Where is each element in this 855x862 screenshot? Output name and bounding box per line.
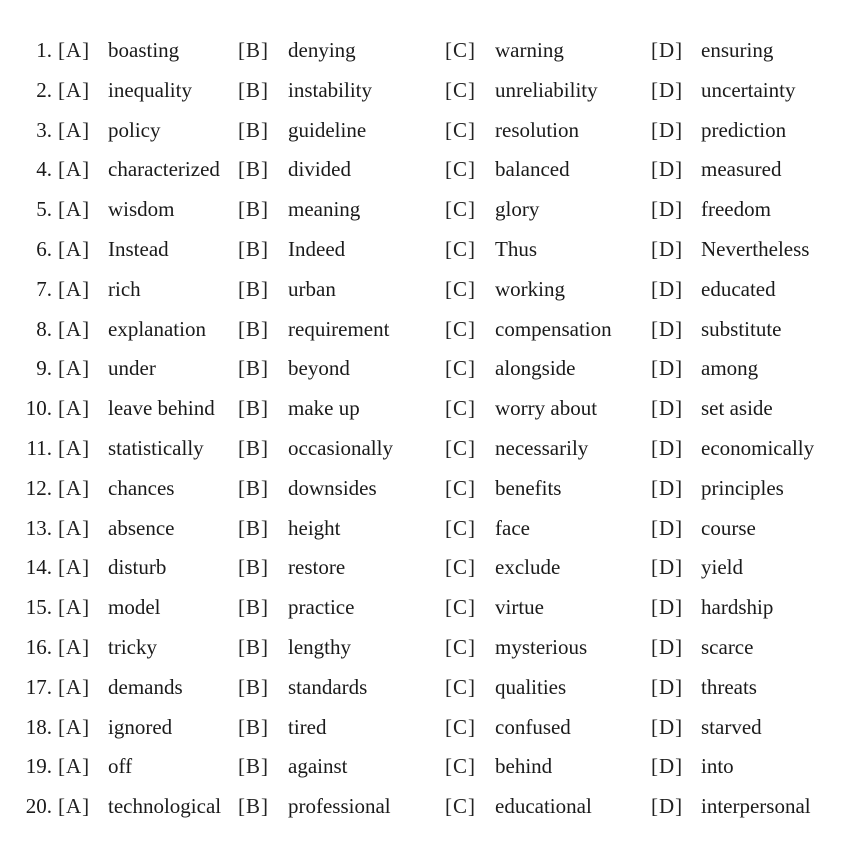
option-d: [651, 587, 773, 627]
option-a: [58, 70, 192, 110]
option-letter-b: [B]: [238, 714, 269, 739]
question-row: [0, 428, 855, 468]
option-b: [238, 149, 351, 189]
question-number: 15.: [25, 595, 52, 620]
option-letter-b: [B]: [238, 157, 269, 182]
option-a: [58, 468, 174, 508]
option-c: [445, 587, 544, 627]
option-d: [651, 428, 814, 468]
option-letter-d: [D]: [651, 38, 684, 62]
option-text: threats: [701, 674, 757, 699]
option-a: [58, 388, 215, 428]
option-b: [238, 786, 391, 826]
option-d: [651, 348, 758, 388]
option-a: [58, 786, 221, 826]
question-number: 10.: [25, 396, 52, 421]
option-c: [445, 428, 588, 468]
option-text: requirement: [288, 316, 390, 341]
option-text: course: [701, 515, 756, 540]
option-text: uncertainty: [701, 77, 796, 102]
option-letter-d: [D]: [651, 475, 684, 500]
question-number: 17.: [25, 674, 52, 699]
option-b: [238, 587, 354, 627]
option-c: [445, 229, 537, 269]
option-text: alongside: [495, 356, 576, 381]
option-c: [445, 269, 565, 309]
option-letter-a: [A]: [58, 276, 91, 301]
question-number: 7.: [36, 276, 52, 301]
option-letter-a: [A]: [58, 794, 91, 819]
option-letter-d: [D]: [651, 595, 684, 620]
question-row: [0, 348, 855, 388]
option-text: working: [495, 276, 565, 301]
option-letter-a: [A]: [58, 714, 91, 739]
question-row: [0, 627, 855, 667]
option-a: [58, 149, 220, 189]
option-c: [445, 309, 612, 349]
question-row: [0, 508, 855, 548]
option-text: lengthy: [288, 635, 351, 659]
option-text: educational: [495, 794, 592, 819]
option-text: necessarily: [495, 436, 589, 460]
question-row: [0, 110, 855, 150]
question-row: [0, 468, 855, 508]
question-number: 4.: [36, 157, 52, 182]
option-letter-c: [C]: [445, 276, 476, 301]
option-letter-b: [B]: [238, 595, 269, 620]
option-d: [651, 508, 756, 548]
option-letter-a: [A]: [58, 356, 91, 381]
option-letter-d: [D]: [651, 316, 684, 341]
option-text: boasting: [108, 38, 180, 62]
option-text: guideline: [288, 117, 367, 142]
question-row: [0, 707, 855, 747]
option-text: benefits: [495, 475, 562, 500]
question-number: 1.: [36, 38, 52, 62]
option-letter-d: [D]: [651, 515, 684, 540]
option-c: [445, 70, 598, 110]
option-b: [238, 508, 341, 548]
option-text: practice: [288, 595, 355, 620]
option-text: Thus: [495, 237, 537, 261]
question-row: [0, 667, 855, 707]
question-number: 5.: [36, 197, 52, 222]
option-letter-b: [B]: [238, 38, 269, 62]
option-text: make up: [288, 396, 360, 421]
option-text: against: [288, 754, 348, 779]
option-text: height: [288, 515, 341, 540]
option-text: face: [495, 515, 530, 540]
option-text: beyond: [288, 356, 350, 381]
option-text: policy: [108, 117, 161, 142]
option-text: exclude: [495, 555, 561, 580]
option-letter-c: [C]: [445, 635, 476, 659]
option-b: [238, 269, 336, 309]
option-letter-a: [A]: [58, 436, 91, 460]
option-a: [58, 547, 166, 587]
option-letter-d: [D]: [651, 77, 684, 102]
question-number: 18.: [25, 714, 52, 739]
option-letter-d: [D]: [651, 714, 684, 739]
option-a: [58, 348, 156, 388]
option-b: [238, 229, 345, 269]
option-c: [445, 508, 530, 548]
option-letter-c: [C]: [445, 316, 476, 341]
option-text: rich: [108, 276, 141, 301]
option-text: technological: [108, 794, 222, 819]
option-c: [445, 388, 597, 428]
option-text: demands: [108, 674, 183, 699]
option-text: under: [108, 356, 156, 381]
option-text: scarce: [701, 635, 754, 659]
option-d: [651, 229, 809, 269]
option-letter-a: [A]: [58, 38, 91, 62]
option-letter-d: [D]: [651, 555, 684, 580]
question-row: [0, 309, 855, 349]
option-letter-b: [B]: [238, 555, 269, 580]
option-c: [445, 149, 570, 189]
option-letter-c: [C]: [445, 38, 476, 62]
option-text: absence: [108, 515, 175, 540]
option-letter-d: [D]: [651, 276, 684, 301]
option-letter-c: [C]: [445, 595, 476, 620]
question-number: 12.: [25, 475, 52, 500]
option-text: virtue: [495, 595, 544, 620]
option-c: [445, 189, 539, 229]
option-letter-a: [A]: [58, 674, 91, 699]
question-number: 19.: [25, 754, 52, 779]
option-text: measured: [701, 157, 782, 182]
option-text: disturb: [108, 555, 167, 580]
option-letter-c: [C]: [445, 396, 476, 421]
option-b: [238, 547, 345, 587]
option-b: [238, 348, 350, 388]
option-text: meaning: [288, 197, 361, 222]
option-letter-b: [B]: [238, 237, 269, 261]
question-number: 20.: [25, 794, 52, 819]
option-text: off: [108, 754, 133, 779]
option-c: [445, 468, 561, 508]
option-letter-c: [C]: [445, 157, 476, 182]
question-number: 13.: [25, 515, 52, 540]
question-row: [0, 70, 855, 110]
option-letter-c: [C]: [445, 674, 476, 699]
option-letter-c: [C]: [445, 436, 476, 460]
option-a: [58, 269, 141, 309]
option-text: instability: [288, 77, 372, 102]
option-text: hardship: [701, 595, 774, 620]
option-a: [58, 587, 161, 627]
option-letter-d: [D]: [651, 794, 684, 819]
option-text: confused: [495, 714, 571, 739]
option-c: [445, 746, 552, 786]
option-text: into: [701, 754, 734, 779]
option-text: compensation: [495, 316, 612, 341]
option-letter-b: [B]: [238, 356, 269, 381]
question-number: 14.: [25, 555, 52, 580]
option-c: [445, 707, 571, 747]
option-letter-a: [A]: [58, 754, 91, 779]
option-b: [238, 627, 351, 667]
option-text: starved: [701, 714, 762, 739]
option-letter-d: [D]: [651, 197, 684, 222]
option-d: [651, 746, 734, 786]
option-letter-a: [A]: [58, 77, 91, 102]
option-a: [58, 309, 206, 349]
option-a: [58, 746, 132, 786]
option-d: [651, 388, 773, 428]
question-number: 6.: [36, 237, 52, 261]
option-letter-a: [A]: [58, 555, 91, 580]
option-letter-c: [C]: [445, 754, 476, 779]
option-text: standards: [288, 674, 368, 699]
option-a: [58, 707, 172, 747]
question-row: [0, 229, 855, 269]
question-row: [0, 786, 855, 826]
option-a: [58, 667, 183, 707]
question-row: [0, 269, 855, 309]
option-text: ignored: [108, 714, 173, 739]
option-text: model: [108, 595, 161, 620]
option-text: divided: [288, 157, 351, 182]
option-b: [238, 388, 360, 428]
question-row: [0, 587, 855, 627]
option-text: occasionally: [288, 436, 393, 460]
option-d: [651, 149, 781, 189]
option-c: [445, 547, 560, 587]
option-text: downsides: [288, 475, 377, 500]
option-text: set aside: [701, 396, 773, 421]
option-letter-d: [D]: [651, 396, 684, 421]
option-text: inequality: [108, 77, 192, 102]
option-text: wisdom: [108, 197, 175, 222]
option-letter-a: [A]: [58, 157, 91, 182]
option-text: chances: [108, 475, 175, 500]
option-d: [651, 707, 762, 747]
option-a: [58, 189, 175, 229]
option-letter-c: [C]: [445, 714, 476, 739]
option-a: [58, 428, 204, 468]
option-letter-a: [A]: [58, 237, 91, 261]
option-letter-d: [D]: [651, 436, 684, 460]
question-row: [0, 746, 855, 786]
option-d: [651, 786, 811, 826]
option-b: [238, 110, 366, 150]
option-text: Indeed: [288, 237, 346, 261]
option-d: [651, 70, 795, 110]
option-text: glory: [495, 197, 540, 222]
question-number: 9.: [36, 356, 52, 381]
option-letter-b: [B]: [238, 197, 269, 222]
option-d: [651, 189, 771, 229]
question-row: [0, 149, 855, 189]
option-letter-a: [A]: [58, 475, 91, 500]
option-letter-b: [B]: [238, 117, 269, 142]
option-c: [445, 667, 566, 707]
option-letter-c: [C]: [445, 475, 476, 500]
option-a: [58, 229, 169, 269]
option-letter-a: [A]: [58, 197, 91, 222]
option-b: [238, 189, 360, 229]
option-c: [445, 348, 575, 388]
question-number: 8.: [36, 316, 52, 341]
option-b: [238, 746, 347, 786]
option-letter-b: [B]: [238, 77, 269, 102]
option-letter-a: [A]: [58, 515, 91, 540]
option-text: restore: [288, 555, 346, 580]
option-letter-a: [A]: [58, 635, 91, 659]
option-letter-b: [B]: [238, 674, 269, 699]
option-a: [58, 110, 161, 150]
option-a: [58, 627, 157, 667]
option-letter-b: [B]: [238, 754, 269, 779]
option-text: substitute: [701, 316, 782, 341]
question-row: [0, 30, 855, 70]
question-row: [0, 189, 855, 229]
option-text: Instead: [108, 237, 169, 261]
option-letter-b: [B]: [238, 276, 269, 301]
option-b: [238, 309, 389, 349]
option-letter-c: [C]: [445, 237, 476, 261]
question-row: [0, 388, 855, 428]
option-text: prediction: [701, 117, 787, 142]
option-letter-b: [B]: [238, 794, 269, 819]
option-d: [651, 547, 743, 587]
option-c: [445, 627, 587, 667]
option-letter-b: [B]: [238, 396, 269, 421]
option-a: [58, 508, 174, 548]
option-letter-c: [C]: [445, 117, 476, 142]
option-letter-c: [C]: [445, 555, 476, 580]
question-number: 3.: [36, 117, 52, 142]
question-number: 2.: [36, 77, 52, 102]
option-text: economically: [701, 436, 815, 460]
option-text: among: [701, 356, 759, 381]
option-text: urban: [288, 276, 336, 301]
option-d: [651, 667, 757, 707]
option-text: statistically: [108, 436, 204, 460]
option-c: [445, 110, 579, 150]
option-b: [238, 707, 326, 747]
option-d: [651, 309, 782, 349]
option-c: [445, 786, 592, 826]
option-d: [651, 110, 786, 150]
option-text: unreliability: [495, 77, 598, 102]
option-letter-d: [D]: [651, 117, 684, 142]
option-letter-d: [D]: [651, 754, 684, 779]
option-text: tired: [288, 714, 327, 739]
option-text: tricky: [108, 635, 157, 659]
option-text: educated: [701, 276, 776, 301]
option-letter-b: [B]: [238, 515, 269, 540]
option-text: worry about: [495, 396, 598, 421]
option-d: [651, 627, 753, 667]
option-text: balanced: [495, 157, 570, 182]
option-letter-b: [B]: [238, 316, 269, 341]
option-letter-a: [A]: [58, 595, 91, 620]
option-b: [238, 70, 372, 110]
option-b: [238, 30, 356, 70]
option-text: mysterious: [495, 635, 588, 659]
option-text: qualities: [495, 674, 567, 699]
option-letter-d: [D]: [651, 635, 684, 659]
option-a: [58, 30, 179, 70]
option-text: leave behind: [108, 396, 215, 421]
option-text: freedom: [701, 197, 771, 222]
option-b: [238, 667, 367, 707]
option-b: [238, 468, 377, 508]
option-letter-c: [C]: [445, 77, 476, 102]
option-letter-d: [D]: [651, 157, 684, 182]
option-text: warning: [495, 38, 564, 62]
option-text: explanation: [108, 316, 206, 341]
option-letter-c: [C]: [445, 356, 476, 381]
option-letter-a: [A]: [58, 396, 91, 421]
option-d: [651, 30, 773, 70]
option-letter-c: [C]: [445, 197, 476, 222]
option-letter-a: [A]: [58, 117, 91, 142]
option-text: interpersonal: [701, 794, 811, 819]
option-d: [651, 269, 776, 309]
question-row: [0, 547, 855, 587]
question-number: 16.: [25, 635, 52, 659]
option-letter-c: [C]: [445, 515, 476, 540]
option-text: resolution: [495, 117, 579, 142]
option-text: denying: [288, 38, 356, 62]
option-letter-b: [B]: [238, 635, 269, 659]
option-letter-d: [D]: [651, 237, 684, 261]
option-letter-b: [B]: [238, 436, 269, 460]
option-b: [238, 428, 393, 468]
question-number: 11.: [26, 436, 52, 460]
option-letter-b: [B]: [238, 475, 269, 500]
option-d: [651, 468, 784, 508]
option-letter-d: [D]: [651, 674, 684, 699]
option-text: professional: [288, 794, 391, 819]
option-letter-d: [D]: [651, 356, 684, 381]
option-text: principles: [701, 475, 784, 500]
option-c: [445, 30, 564, 70]
option-letter-c: [C]: [445, 794, 476, 819]
option-text: Nevertheless: [701, 237, 810, 261]
option-text: behind: [495, 754, 553, 779]
option-text: ensuring: [701, 38, 774, 62]
option-text: yield: [701, 555, 743, 580]
option-text: characterized: [108, 157, 220, 182]
option-letter-a: [A]: [58, 316, 91, 341]
